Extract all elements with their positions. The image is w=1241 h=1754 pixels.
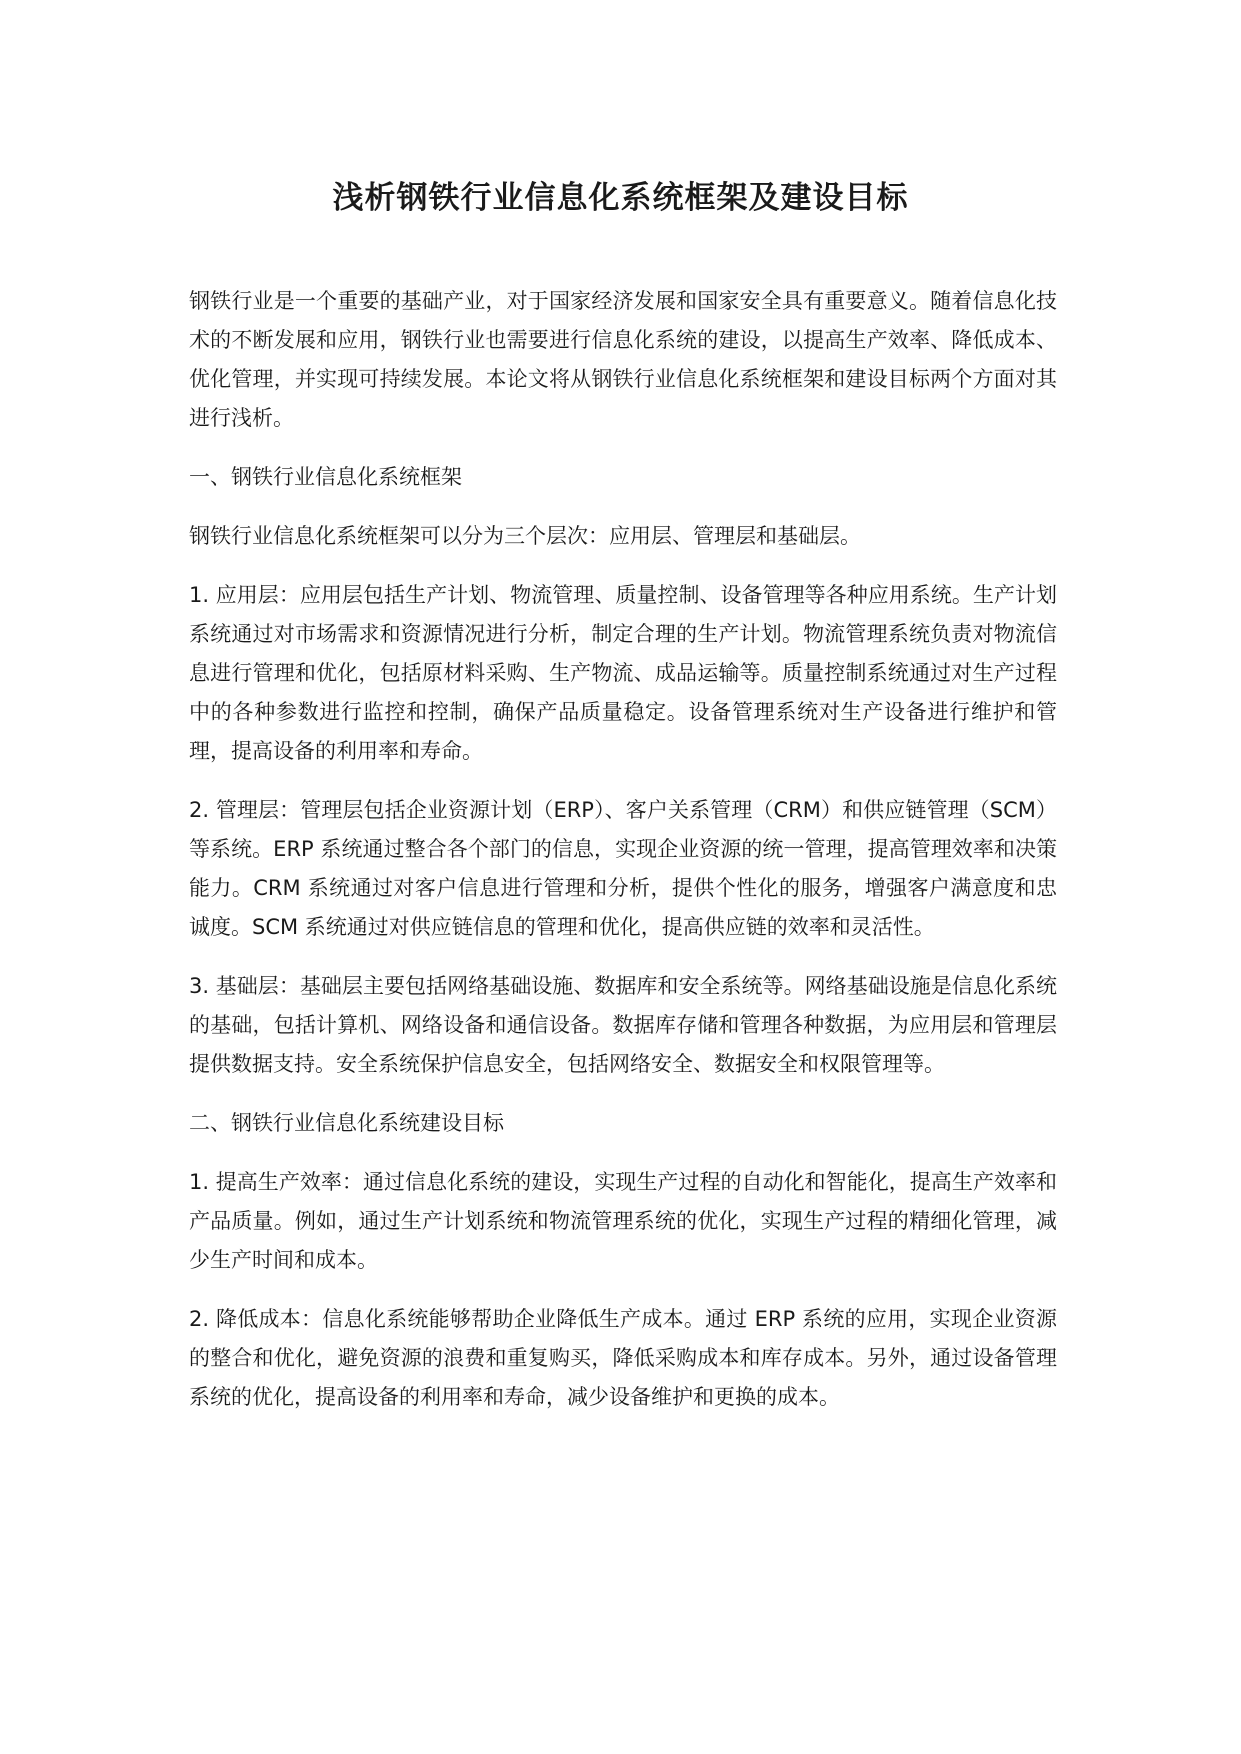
section-2-heading: 二、钢铁行业信息化系统建设目标 [189,1111,504,1135]
document-title: 浅析钢铁行业信息化系统框架及建设目标 [332,180,909,216]
document-body [189,282,1057,1437]
section-1-item-management-layer: 2. 管理层：管理层包括企业资源计划（ERP）、客户关系管理（CRM）和供应链管理（SCM）等系统。ERP 系统通过整合各个部门的信息，实现企业资源的统一管理，提高管理效率和决策能力。CRM 系统通过对客户信息进行管理和分析，提供个性化的服务，增强客户满意度和忠诚度。SCM 系统通过对供应链信息的管理和优化，提高供应链的效率和灵活性。 [189,798,1057,939]
section-1-heading: 一、钢铁行业信息化系统框架 [189,465,462,489]
section-1-item-infrastructure-layer: 3. 基础层：基础层主要包括网络基础设施、数据库和安全系统等。网络基础设施是信息化系统的基础，包括计算机、网络设备和通信设备。数据库存储和管理各种数据，为应用层和管理层提供数据支持。安全系统保护信息安全，包括网络安全、数据安全和权限管理等。 [189,974,1057,1076]
intro-paragraph: 钢铁行业是一个重要的基础产业，对于国家经济发展和国家安全具有重要意义。随着信息化技术的不断发展和应用，钢铁行业也需要进行信息化系统的建设，以提高生产效率、降低成本、优化管理，并实现可持续发展。本论文将从钢铁行业信息化系统框架和建设目标两个方面对其进行浅析。 [189,289,1057,430]
section-1-item-application-layer: 1. 应用层：应用层包括生产计划、物流管理、质量控制、设备管理等各种应用系统。生产计划系统通过对市场需求和资源情况进行分析，制定合理的生产计划。物流管理系统负责对物流信息进行管理和优化，包括原材料采购、生产物流、成品运输等。质量控制系统通过对生产过程中的各种参数进行监控和控制，确保产品质量稳定。设备管理系统对生产设备进行维护和管理，提高设备的利用率和寿命。 [189,583,1057,763]
section-2-item-efficiency: 1. 提高生产效率：通过信息化系统的建设，实现生产过程的自动化和智能化，提高生产效率和产品质量。例如，通过生产计划系统和物流管理系统的优化，实现生产过程的精细化管理，减少生产时间和成本。 [189,1170,1057,1272]
section-1-summary: 钢铁行业信息化系统框架可以分为三个层次：应用层、管理层和基础层。 [189,524,861,548]
section-2-item-cost: 2. 降低成本：信息化系统能够帮助企业降低生产成本。通过 ERP 系统的应用，实现企业资源的整合和优化，避免资源的浪费和重复购买，降低采购成本和库存成本。另外，通过设备管理系统的优化，提高设备的利用率和寿命，减少设备维护和更换的成本。 [189,1307,1057,1409]
